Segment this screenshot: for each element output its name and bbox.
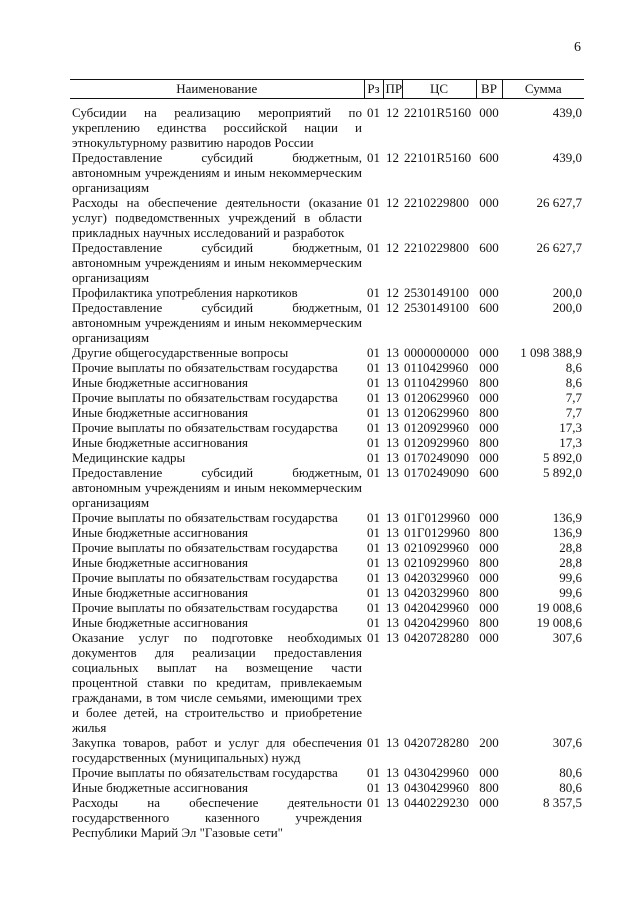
cell-cs: 0420728280 [404, 735, 469, 750]
cell-cs: 22101R5160 [404, 150, 472, 165]
cell-sum: 26 627,7 [536, 195, 582, 210]
header-vr: ВР [476, 80, 502, 99]
cell-sum: 200,0 [552, 300, 582, 315]
cell-sum: 7,7 [565, 405, 582, 420]
cell-sum: 5 892,0 [543, 465, 582, 480]
cell-vr: 000 [479, 360, 499, 375]
cell-vr: 600 [479, 465, 499, 480]
table-row [70, 390, 584, 405]
cell-cs: 2210229800 [404, 195, 469, 210]
cell-sum: 307,6 [552, 735, 582, 750]
table-row [70, 780, 584, 795]
cell-vr: 600 [479, 300, 499, 315]
cell-sum: 28,8 [559, 555, 582, 570]
cell-cs: 0430429960 [404, 765, 469, 780]
cell-sum: 80,6 [559, 765, 582, 780]
table-row [70, 600, 584, 615]
cell-name: Прочие выплаты по обязательствам государства [72, 390, 338, 405]
cell-sum: 17,3 [559, 435, 582, 450]
header-pr: ПР [383, 80, 402, 99]
cell-vr: 800 [479, 525, 499, 540]
cell-sum: 307,6 [552, 630, 582, 645]
cell-vr: 000 [479, 795, 499, 810]
cell-cs: 22101R5160 [404, 105, 472, 120]
cell-rz: 01 [367, 570, 380, 585]
cell-name: Предоставление субсидий бюджетным, автономным учреждениям и иным некоммерческим организациям [72, 150, 362, 195]
cell-pr: 13 [386, 735, 399, 750]
cell-vr: 000 [479, 600, 499, 615]
cell-pr: 13 [386, 540, 399, 555]
cell-cs: 0120929960 [404, 420, 469, 435]
cell-rz: 01 [367, 360, 380, 375]
cell-pr: 13 [386, 630, 399, 645]
cell-cs: 0210929960 [404, 540, 469, 555]
cell-name: Иные бюджетные ассигнования [72, 780, 249, 795]
cell-sum: 439,0 [552, 105, 582, 120]
cell-sum: 136,9 [552, 510, 582, 525]
header-rz: Рз [364, 80, 383, 99]
cell-sum: 8 357,5 [543, 795, 582, 810]
cell-cs: 0210929960 [404, 555, 469, 570]
cell-pr: 13 [386, 465, 399, 480]
cell-vr: 600 [479, 150, 499, 165]
cell-name: Прочие выплаты по обязательствам государства [72, 540, 338, 555]
table-header [70, 80, 584, 99]
cell-vr: 800 [479, 435, 499, 450]
cell-sum: 26 627,7 [536, 240, 582, 255]
cell-sum: 5 892,0 [543, 450, 582, 465]
cell-vr: 000 [479, 285, 499, 300]
cell-rz: 01 [367, 435, 380, 450]
table-row [70, 795, 584, 840]
cell-vr: 000 [479, 450, 499, 465]
cell-vr: 800 [479, 405, 499, 420]
cell-sum: 28,8 [559, 540, 582, 555]
cell-pr: 13 [386, 765, 399, 780]
table-row [70, 375, 584, 390]
cell-rz: 01 [367, 300, 380, 315]
cell-pr: 12 [386, 240, 399, 255]
cell-pr: 12 [386, 300, 399, 315]
table-row [70, 735, 584, 765]
cell-rz: 01 [367, 465, 380, 480]
cell-vr: 000 [479, 105, 499, 120]
table-row [70, 450, 584, 465]
cell-cs: 0420429960 [404, 615, 469, 630]
cell-pr: 13 [386, 525, 399, 540]
cell-pr: 13 [386, 420, 399, 435]
cell-cs: 0420728280 [404, 630, 469, 645]
cell-rz: 01 [367, 555, 380, 570]
table-row [70, 765, 584, 780]
cell-sum: 99,6 [559, 570, 582, 585]
cell-vr: 800 [479, 615, 499, 630]
cell-rz: 01 [367, 405, 380, 420]
cell-vr: 000 [479, 390, 499, 405]
cell-cs: 2530149100 [404, 285, 469, 300]
cell-rz: 01 [367, 105, 380, 120]
cell-sum: 17,3 [559, 420, 582, 435]
cell-sum: 136,9 [552, 525, 582, 540]
cell-pr: 13 [386, 600, 399, 615]
cell-rz: 01 [367, 420, 380, 435]
header-cs: ЦС [402, 80, 476, 99]
cell-cs: 0440229230 [404, 795, 469, 810]
cell-pr: 13 [386, 615, 399, 630]
cell-name: Предоставление субсидий бюджетным, автономным учреждениям и иным некоммерческим организациям [72, 465, 362, 510]
cell-cs: 2530149100 [404, 300, 469, 315]
cell-vr: 000 [479, 345, 499, 360]
cell-sum: 8,6 [565, 360, 582, 375]
cell-vr: 800 [479, 585, 499, 600]
cell-name: Иные бюджетные ассигнования [72, 375, 249, 390]
cell-cs: 0170249090 [404, 450, 469, 465]
table-row [70, 435, 584, 450]
cell-cs: 0420429960 [404, 600, 469, 615]
cell-sum: 200,0 [552, 285, 582, 300]
table-row [70, 465, 584, 510]
cell-vr: 800 [479, 555, 499, 570]
cell-pr: 13 [386, 510, 399, 525]
cell-vr: 000 [479, 540, 499, 555]
cell-pr: 13 [386, 405, 399, 420]
table-row [70, 195, 584, 240]
cell-vr: 000 [479, 420, 499, 435]
cell-rz: 01 [367, 285, 380, 300]
table-row [70, 585, 584, 600]
cell-pr: 12 [386, 195, 399, 210]
cell-vr: 000 [479, 630, 499, 645]
cell-name: Медицинские кадры [72, 450, 186, 465]
cell-vr: 200 [479, 735, 499, 750]
table-row [70, 525, 584, 540]
table-row [70, 510, 584, 525]
header-sum: Сумма [502, 80, 584, 99]
budget-table [70, 79, 584, 840]
cell-name: Прочие выплаты по обязательствам государства [72, 765, 338, 780]
cell-name: Иные бюджетные ассигнования [72, 525, 249, 540]
table-row [70, 150, 584, 195]
cell-pr: 12 [386, 105, 399, 120]
cell-rz: 01 [367, 585, 380, 600]
table-row [70, 630, 584, 735]
table-row [70, 345, 584, 360]
cell-cs: 2210229800 [404, 240, 469, 255]
cell-name: Другие общегосударственные вопросы [72, 345, 289, 360]
cell-name: Оказание услуг по подготовке необходимых документов для реализации предоставления социальных выплат на возмещение части процентной ставки по кредитам, привлекаемым гражданами, в том числе семьями, имеющими трех и более детей, на строительство и приобретение жилья [72, 630, 362, 735]
cell-cs: 0120929960 [404, 435, 469, 450]
cell-rz: 01 [367, 630, 380, 645]
cell-rz: 01 [367, 735, 380, 750]
cell-sum: 80,6 [559, 780, 582, 795]
cell-sum: 1 098 388,9 [520, 345, 582, 360]
cell-name: Предоставление субсидий бюджетным, автономным учреждениям и иным некоммерческим организациям [72, 300, 362, 345]
cell-rz: 01 [367, 510, 380, 525]
cell-name: Прочие выплаты по обязательствам государства [72, 510, 338, 525]
cell-sum: 19 008,6 [536, 600, 582, 615]
cell-name: Иные бюджетные ассигнования [72, 435, 249, 450]
cell-pr: 13 [386, 570, 399, 585]
cell-cs: 01Г0129960 [404, 525, 471, 540]
cell-rz: 01 [367, 525, 380, 540]
cell-name: Прочие выплаты по обязательствам государства [72, 570, 338, 585]
cell-pr: 13 [386, 780, 399, 795]
cell-pr: 13 [386, 345, 399, 360]
table-row [70, 240, 584, 285]
cell-cs: 0110429960 [404, 375, 469, 390]
cell-vr: 000 [479, 510, 499, 525]
cell-name: Иные бюджетные ассигнования [72, 585, 249, 600]
cell-cs: 0420329960 [404, 570, 469, 585]
cell-rz: 01 [367, 780, 380, 795]
cell-name: Закупка товаров, работ и услуг для обеспечения государственных (муниципальных) нужд [72, 735, 362, 765]
header-name: Наименование [70, 80, 364, 99]
cell-name: Прочие выплаты по обязательствам государства [72, 420, 338, 435]
cell-pr: 13 [386, 795, 399, 810]
cell-rz: 01 [367, 765, 380, 780]
cell-rz: 01 [367, 150, 380, 165]
cell-cs: 01Г0129960 [404, 510, 471, 525]
cell-vr: 000 [479, 570, 499, 585]
cell-rz: 01 [367, 615, 380, 630]
cell-name: Иные бюджетные ассигнования [72, 555, 249, 570]
table-body [70, 99, 584, 841]
cell-rz: 01 [367, 240, 380, 255]
table-row [70, 420, 584, 435]
cell-name: Расходы на обеспечение деятельности государственного казенного учреждения Республики Марий Эл "Газовые сети" [72, 795, 362, 840]
cell-sum: 19 008,6 [536, 615, 582, 630]
cell-name: Прочие выплаты по обязательствам государства [72, 360, 338, 375]
cell-pr: 13 [386, 585, 399, 600]
cell-sum: 8,6 [565, 375, 582, 390]
cell-name: Иные бюджетные ассигнования [72, 615, 249, 630]
table-row [70, 99, 584, 151]
cell-sum: 7,7 [565, 390, 582, 405]
cell-cs: 0430429960 [404, 780, 469, 795]
cell-pr: 13 [386, 450, 399, 465]
cell-cs: 0110429960 [404, 360, 469, 375]
page-number: 6 [574, 40, 581, 55]
table-row [70, 360, 584, 375]
table-row [70, 300, 584, 345]
cell-name: Иные бюджетные ассигнования [72, 405, 249, 420]
table-row [70, 285, 584, 300]
cell-rz: 01 [367, 345, 380, 360]
cell-cs: 0120629960 [404, 405, 469, 420]
cell-rz: 01 [367, 450, 380, 465]
cell-name: Профилактика употребления наркотиков [72, 285, 298, 300]
cell-name: Предоставление субсидий бюджетным, автономным учреждениям и иным некоммерческим организациям [72, 240, 362, 285]
cell-pr: 13 [386, 390, 399, 405]
cell-pr: 13 [386, 360, 399, 375]
table-row [70, 540, 584, 555]
table-row [70, 555, 584, 570]
cell-name: Прочие выплаты по обязательствам государства [72, 600, 338, 615]
cell-rz: 01 [367, 600, 380, 615]
cell-rz: 01 [367, 195, 380, 210]
cell-vr: 000 [479, 765, 499, 780]
cell-vr: 600 [479, 240, 499, 255]
cell-pr: 13 [386, 555, 399, 570]
cell-vr: 800 [479, 780, 499, 795]
cell-vr: 000 [479, 195, 499, 210]
cell-cs: 0170249090 [404, 465, 469, 480]
cell-pr: 13 [386, 375, 399, 390]
cell-rz: 01 [367, 795, 380, 810]
cell-pr: 12 [386, 150, 399, 165]
cell-vr: 800 [479, 375, 499, 390]
cell-sum: 439,0 [552, 150, 582, 165]
cell-name: Расходы на обеспечение деятельности (оказание услуг) подведомственных учреждений в области прикладных научных исследований и разработок [72, 195, 362, 240]
table-row [70, 570, 584, 585]
cell-pr: 12 [386, 285, 399, 300]
cell-cs: 0000000000 [404, 345, 469, 360]
cell-rz: 01 [367, 390, 380, 405]
cell-pr: 13 [386, 435, 399, 450]
cell-rz: 01 [367, 540, 380, 555]
cell-cs: 0120629960 [404, 390, 469, 405]
cell-rz: 01 [367, 375, 380, 390]
cell-cs: 0420329960 [404, 585, 469, 600]
cell-name: Субсидии на реализацию мероприятий по укреплению единства российской нации и этнокультурному развитию народов России [72, 105, 362, 150]
cell-sum: 99,6 [559, 585, 582, 600]
table-row [70, 405, 584, 420]
table-row [70, 615, 584, 630]
